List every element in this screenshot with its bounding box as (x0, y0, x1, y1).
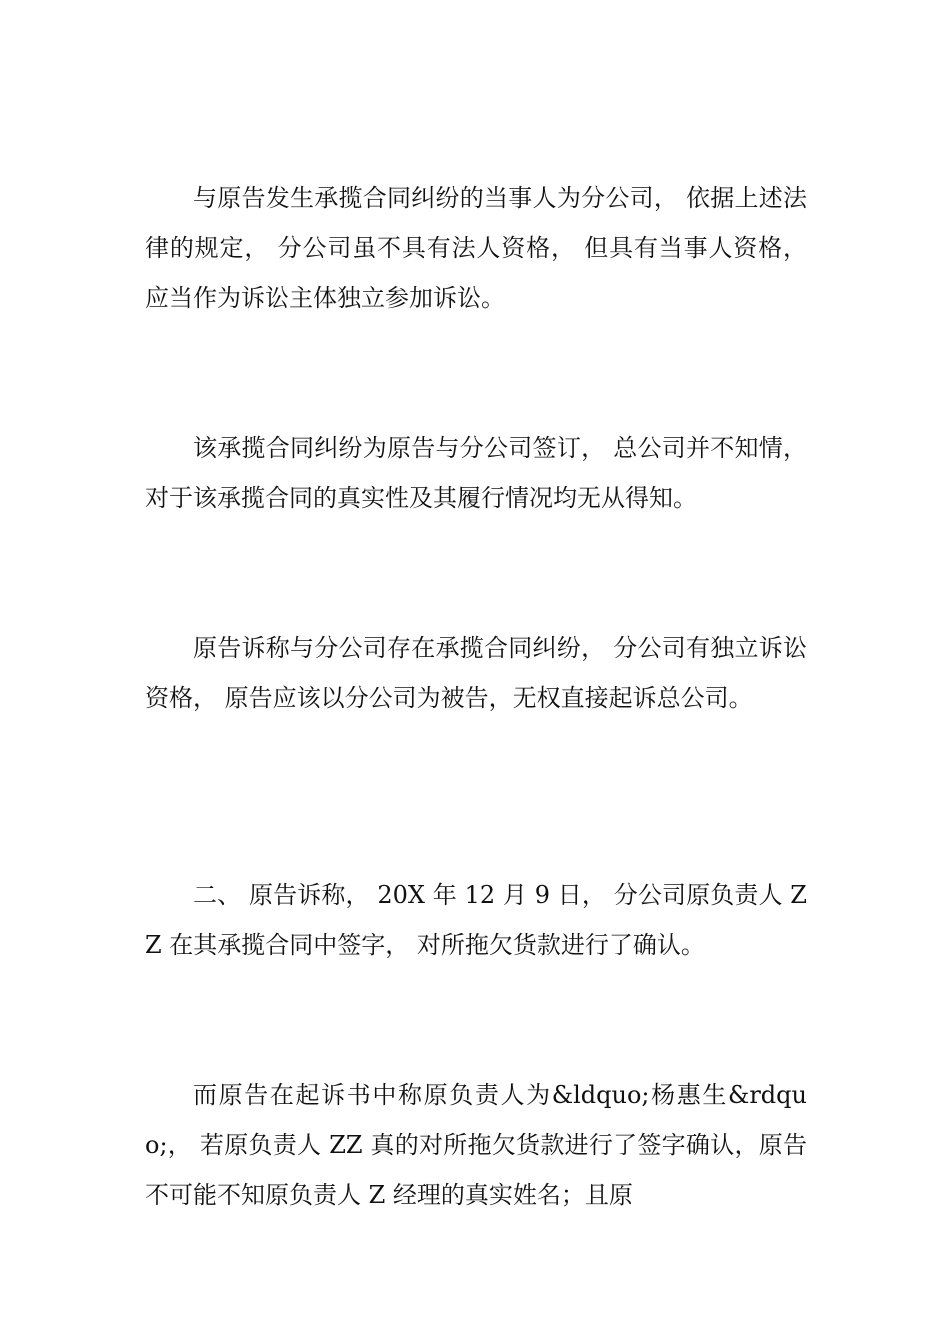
paragraph-head-office-unaware: 该承揽合同纠纷为原告与分公司签订， 总公司并不知情， 对于该承揽合同的真实性及其履行情况均无从得知。 (145, 434, 807, 512)
paragraph-responsible-person-name: 而原告在起诉书中称原负责人为&ldquo;杨惠生&rdquo;， 若原负责人 ZZ 真的对所拖欠货款进行了签字确认，原告不可能不知原负责人 Z 经理的真实姓名；且原 (145, 1081, 807, 1209)
paragraph-branch-litigation-capacity: 与原告发生承揽合同纠纷的当事人为分公司， 依据上述法律的规定， 分公司虽不具有法人资格， 但具有当事人资格， 应当作为诉讼主体独立参加诉讼。 (145, 184, 807, 312)
paragraph-signature-confirmation: 二、 原告诉称， 20X 年 12 月 9 日， 分公司原负责人 ZZ 在其承揽合同中签字， 对所拖欠货款进行了确认。 (145, 881, 807, 959)
paragraph-branch-as-defendant: 原告诉称与分公司存在承揽合同纠纷， 分公司有独立诉讼资格， 原告应该以分公司为被告，无权直接起诉总公司。 (145, 634, 807, 712)
